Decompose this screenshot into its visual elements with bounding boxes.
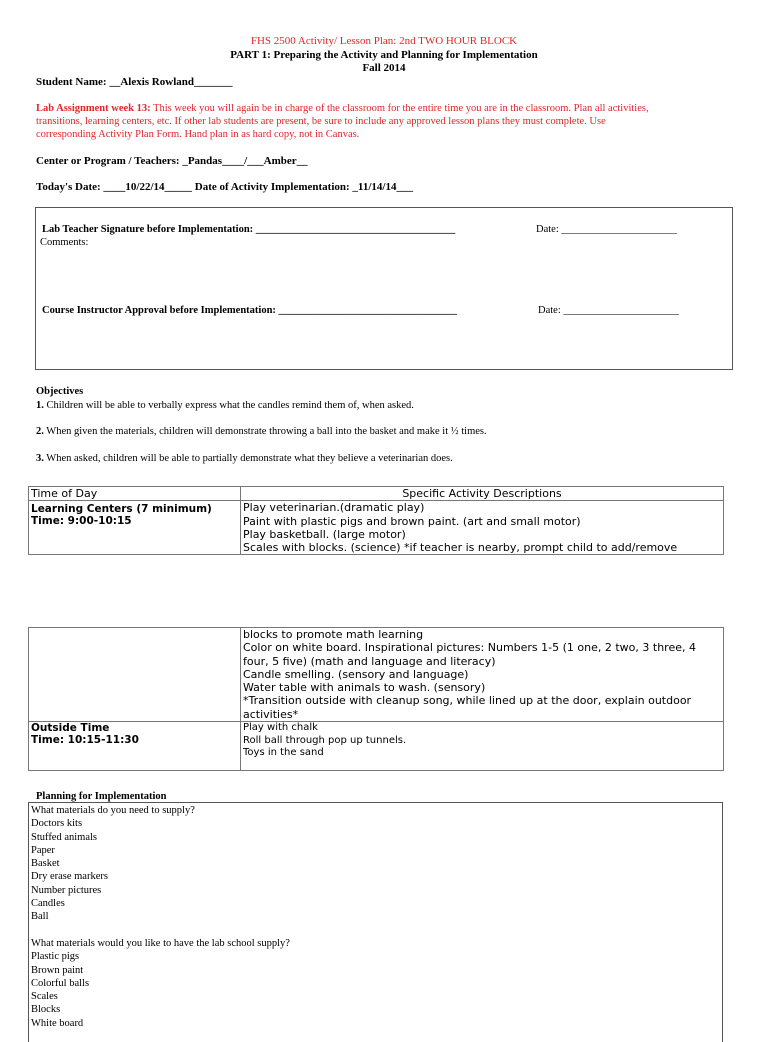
list-item: Number pictures <box>31 884 102 896</box>
list-item: Stuffed animals <box>31 831 98 843</box>
doc-term: Fall 2014 <box>362 62 406 74</box>
outside-time-label: Outside Time <box>31 722 110 735</box>
table-header-row <box>29 487 724 501</box>
date-line-1[interactable]: Date: ______________________ <box>536 224 677 235</box>
outside-activity-item: Toys in the sand <box>243 747 324 759</box>
list-item: Dry erase markers <box>31 871 108 883</box>
instructor-approval-line[interactable]: Course Instructor Approval before Implementation: __________________________________ <box>42 305 458 316</box>
student-name: Student Name: __Alexis Rowland_______ <box>36 76 233 88</box>
activity-descriptions-header: Specific Activity Descriptions <box>241 487 724 501</box>
list-item: Paper <box>31 844 55 856</box>
lab-assignment <box>36 102 756 141</box>
table-row <box>29 501 724 555</box>
activity-item: Water table with animals to wash. (sensory) <box>243 681 486 695</box>
lab-assignment-label: Lab Assignment week 13: <box>36 103 151 114</box>
lab-assignment-line1: This week you will again be in charge of the classroom for the entire time you are in the classroom. Plan all activities, <box>153 103 649 114</box>
learning-centers-label: Learning Centers (7 minimum) <box>31 503 212 516</box>
schedule-table-2 <box>28 627 724 771</box>
doc-title: FHS 2500 Activity/ Lesson Plan: 2nd TWO HOUR BLOCK <box>250 35 518 47</box>
time-of-day-header: Time of Day <box>29 487 241 501</box>
supply-question: What materials do you need to supply? <box>31 805 195 816</box>
supply-list <box>31 804 290 1030</box>
list-item: Doctors kits <box>31 818 83 830</box>
activity-item: *Transition outside with cleanup song, while lined up at the door, explain outdoor <box>243 694 692 708</box>
center-teachers: Center or Program / Teachers: _Pandas____/___Amber__ <box>36 155 308 167</box>
activity-item: Play veterinarian.(dramatic play) <box>243 501 425 515</box>
table-row <box>29 722 724 771</box>
date-line-2[interactable]: Date: ______________________ <box>538 305 679 316</box>
lab-teacher-signature-line[interactable]: Lab Teacher Signature before Implementation: ______________________________________ <box>42 224 456 235</box>
dates-line: Today's Date: ____10/22/14_____ Date of Activity Implementation: _11/14/14___ <box>36 181 413 193</box>
list-item: White board <box>31 1017 84 1029</box>
table-row <box>29 628 724 722</box>
lab-supply-question: What materials would you like to have the lab school supply? <box>31 937 290 949</box>
approval-box <box>35 207 733 370</box>
activity-item: Paint with plastic pigs and brown paint. (art and small motor) <box>243 514 581 528</box>
list-item: Plastic pigs <box>31 951 80 963</box>
outside-activity-item: Play with chalk <box>243 722 318 734</box>
activity-item: Scales with blocks. (science) *if teacher is nearby, prompt child to add/remove <box>243 541 678 555</box>
list-item: Basket <box>31 858 60 870</box>
objective-3: 3. When asked, children will be able to partially demonstrate what they believe a veterinarian does. <box>36 453 453 464</box>
list-item: Scales <box>31 991 58 1003</box>
activity-item: Play basketball. (large motor) <box>243 527 406 541</box>
activity-item: blocks to promote math learning <box>243 628 424 641</box>
activity-item: activities* <box>243 707 299 721</box>
planning-heading: Planning for Implementation <box>36 791 167 802</box>
lab-assignment-line3: corresponding Activity Plan Form. Hand plan in as hard copy, not in Canvas. <box>36 129 360 140</box>
outside-activity-item: Roll ball through pop up tunnels. <box>243 734 407 746</box>
learning-centers-time: Time: 9:00-10:15 <box>31 515 132 528</box>
objectives-heading: Objectives <box>36 386 84 397</box>
activity-item: Candle smelling. (sensory and language) <box>243 667 469 681</box>
doc-part: PART 1: Preparing the Activity and Planning for Implementation <box>230 49 538 61</box>
activity-item: four, 5 five) (math and language and literacy) <box>243 654 496 668</box>
list-item: Candles <box>31 898 65 910</box>
list-item: Blocks <box>31 1004 61 1016</box>
comments-label: Comments: <box>40 237 89 248</box>
outside-time-range: Time: 10:15-11:30 <box>31 734 139 747</box>
planning-box <box>28 802 723 1042</box>
list-item: Colorful balls <box>31 977 90 989</box>
objective-1: 1. Children will be able to verbally express what the candles remind them of, when asked. <box>36 400 414 411</box>
schedule-table-1 <box>28 486 724 555</box>
activity-item: Color on white board. Inspirational pictures: Numbers 1-5 (1 one, 2 two, 3 three, 4 <box>243 641 696 655</box>
objective-2: 2. When given the materials, children will demonstrate throwing a ball into the basket and make it ½ times. <box>36 426 487 437</box>
list-item: Ball <box>31 911 49 923</box>
lab-assignment-line2: transitions, learning centers, etc. If other lab students are present, be sure to include any approved lesson plans they must complete. Use <box>36 116 606 127</box>
list-item: Brown paint <box>31 964 84 976</box>
